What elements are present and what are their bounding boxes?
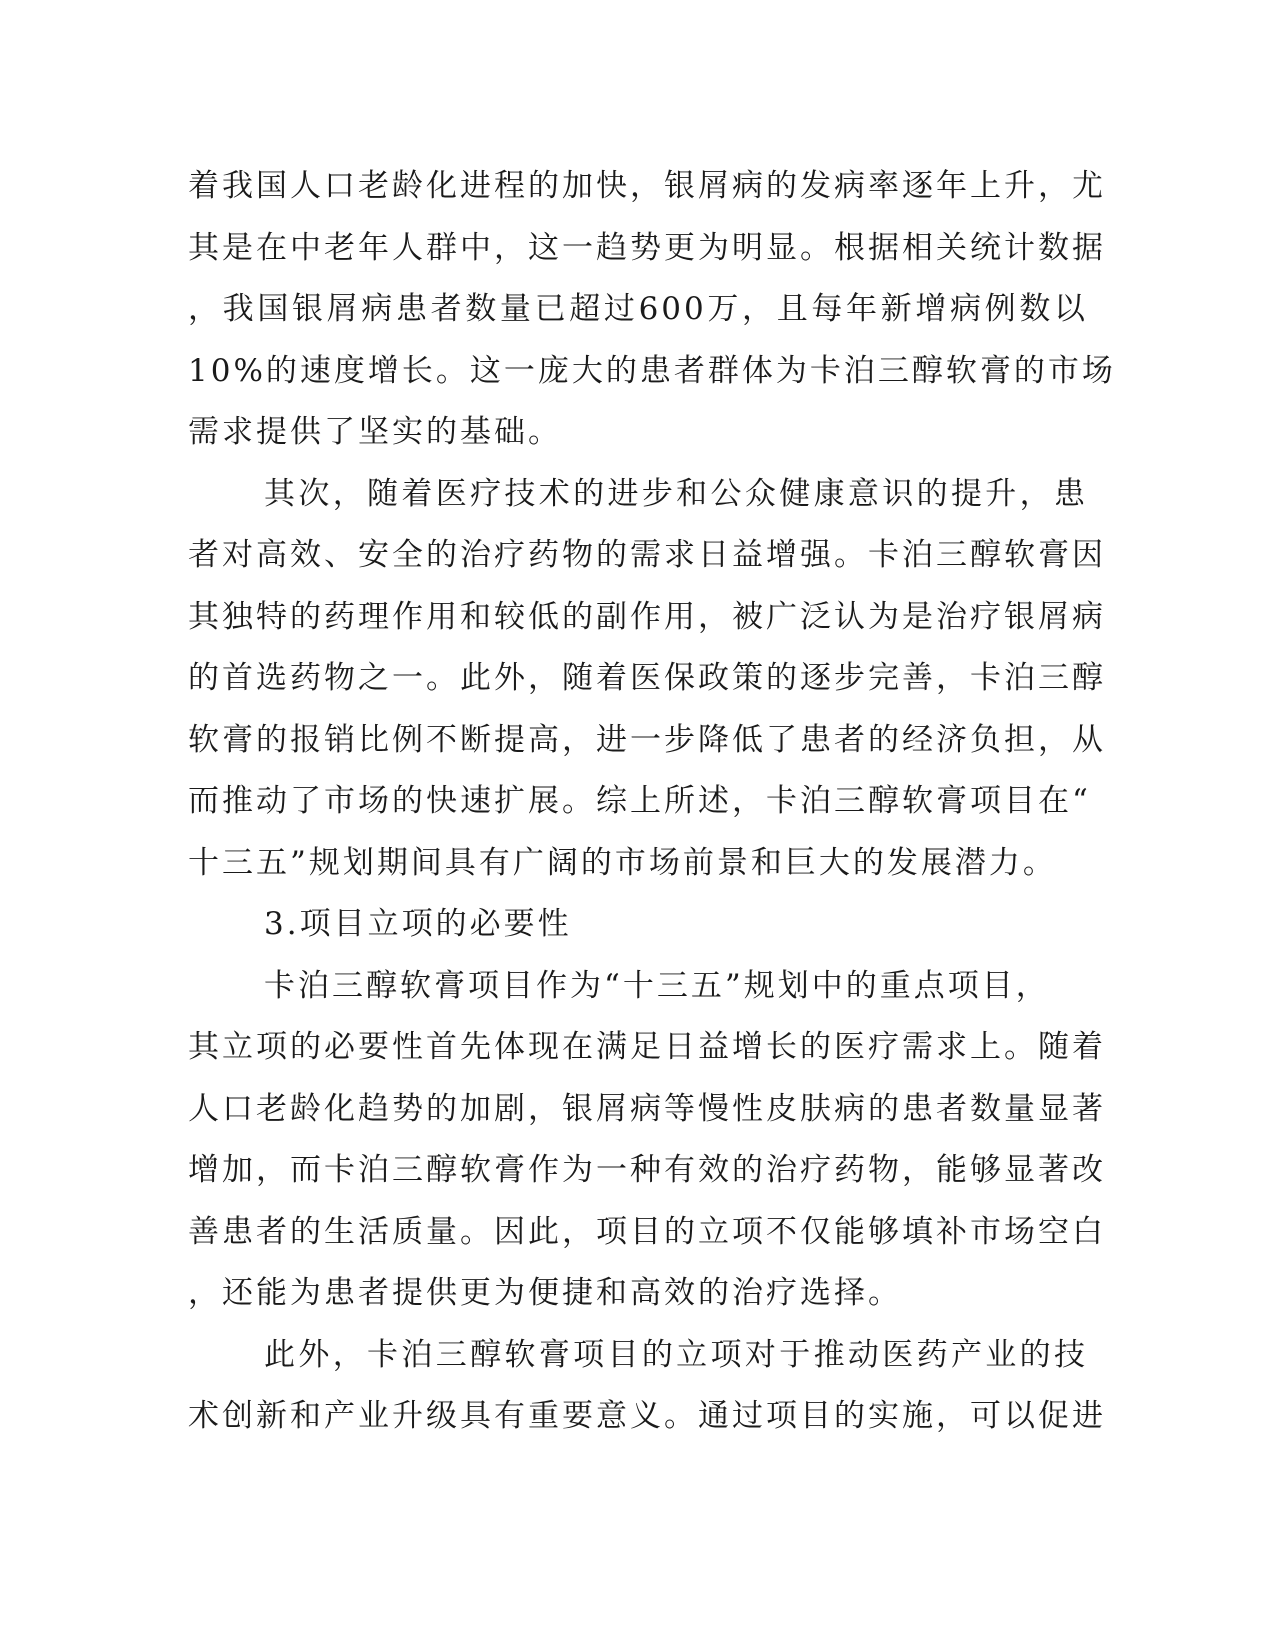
text-line: 着我国人口老龄化进程的加快，银屑病的发病率逐年上升，尤 (188, 168, 1106, 204)
text-line: 术创新和产业升级具有重要意义。通过项目的实施，可以促进 (188, 1398, 1106, 1434)
text-line-indented: 卡泊三醇软膏项目作为“十三五”规划中的重点项目， (264, 967, 1050, 1004)
text-line: 人口老龄化趋势的加剧，银屑病等慢性皮肤病的患者数量显著 (188, 1090, 1106, 1127)
text-line: 其独特的药理作用和较低的副作用，被广泛认为是治疗银屑病 (188, 598, 1106, 635)
body-text (188, 156, 1116, 1448)
text-line: ，我国银屑病患者数量已超过600万，且每年新增病例数以 (188, 291, 1088, 327)
text-line: 软膏的报销比例不断提高，进一步降低了患者的经济负担，从 (188, 721, 1106, 758)
text-line: 需求提供了坚实的基础。 (188, 414, 562, 450)
section-heading: 3.项目立项的必要性 (264, 906, 572, 942)
text-line: 其立项的必要性首先体现在满足日益增长的医疗需求上。随着 (188, 1029, 1106, 1065)
text-line: 者对高效、安全的治疗药物的需求日益增强。卡泊三醇软膏因 (188, 537, 1106, 573)
text-line-indented: 其次，随着医疗技术的进步和公众健康意识的提升，患 (264, 475, 1088, 512)
text-line: 其是在中老年人群中，这一趋势更为明显。根据相关统计数据 (188, 229, 1106, 266)
text-line: ，还能为患者提供更为便捷和高效的治疗选择。 (188, 1275, 902, 1311)
text-line: 10%的速度增长。这一庞大的患者群体为卡泊三醇软膏的市场 (188, 352, 1116, 389)
text-line: 增加，而卡泊三醇软膏作为一种有效的治疗药物，能够显著改 (188, 1152, 1106, 1188)
text-line: 善患者的生活质量。因此，项目的立项不仅能够填补市场空白 (188, 1213, 1106, 1250)
text-line: 的首选药物之一。此外，随着医保政策的逐步完善，卡泊三醇 (188, 660, 1106, 696)
text-line: 十三五”规划期间具有广阔的市场前景和巨大的发展潜力。 (188, 844, 1057, 881)
text-line-indented: 此外，卡泊三醇软膏项目的立项对于推动医药产业的技 (264, 1336, 1088, 1373)
text-line: 而推动了市场的快速扩展。综上所述，卡泊三醇软膏项目在“ (188, 783, 1091, 819)
